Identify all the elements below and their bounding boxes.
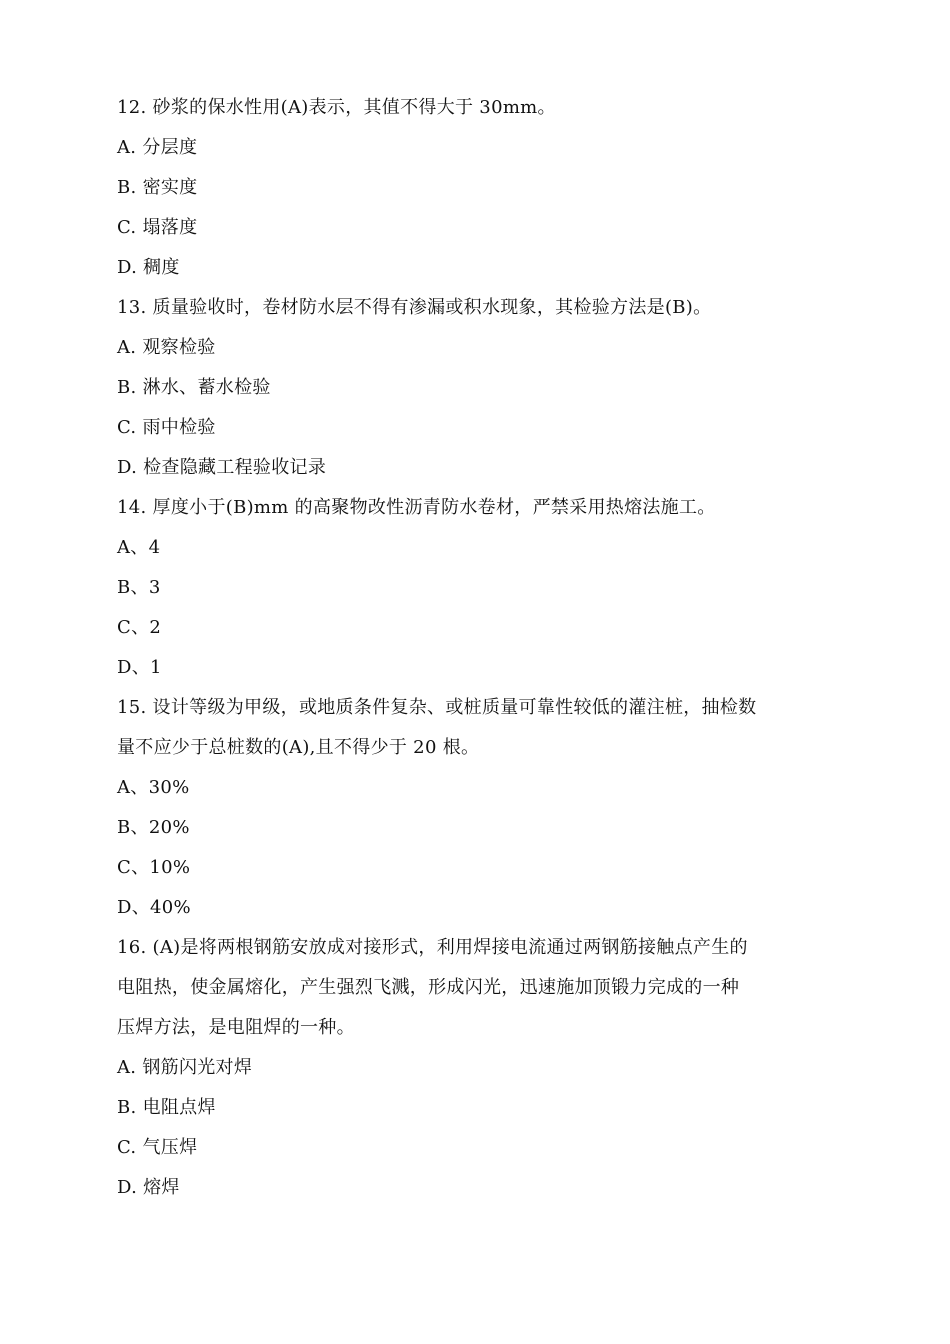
option-b: B、3 (117, 577, 161, 598)
option-d: D. 熔焊 (117, 1177, 180, 1198)
option-b: B. 密实度 (117, 177, 198, 198)
question-13 (117, 288, 833, 488)
option-d: D. 检查隐藏工程验收记录 (117, 457, 327, 478)
question-stem: 14. 厚度小于(B)mm 的高聚物改性沥青防水卷材，严禁采用热熔法施工。 (117, 497, 716, 518)
option-a: A、4 (117, 537, 161, 558)
question-12 (117, 88, 833, 288)
question-stem-line: 15. 设计等级为甲级，或地质条件复杂、或桩质量可靠性较低的灌注桩，抽检数 (117, 697, 757, 718)
question-16 (117, 928, 833, 1208)
question-stem: 13. 质量验收时，卷材防水层不得有渗漏或积水现象，其检验方法是(B)。 (117, 297, 712, 318)
option-d: D、40% (117, 897, 191, 918)
option-c: C、2 (117, 617, 162, 638)
question-15 (117, 688, 833, 928)
option-b: B. 淋水、蓄水检验 (117, 377, 271, 398)
option-a: A. 钢筋闪光对焊 (117, 1057, 253, 1078)
question-14 (117, 488, 833, 688)
option-b: B. 电阻点焊 (117, 1097, 216, 1118)
option-d: D. 稠度 (117, 257, 180, 278)
question-stem-line: 压焊方法，是电阻焊的一种。 (117, 1017, 355, 1038)
option-a: A. 分层度 (117, 137, 198, 158)
question-stem-line: 电阻热，使金属熔化，产生强烈飞溅，形成闪光，迅速施加顶锻力完成的一种 (117, 977, 740, 998)
question-stem-line: 量不应少于总桩数的(A),且不得少于 20 根。 (117, 737, 480, 758)
option-a: A. 观察检验 (117, 337, 216, 358)
question-stem-line: 16. (A)是将两根钢筋安放成对接形式，利用焊接电流通过两钢筋接触点产生的 (117, 937, 748, 958)
option-c: C、10% (117, 857, 191, 878)
question-stem: 12. 砂浆的保水性用(A)表示，其值不得大于 30mm。 (117, 97, 556, 118)
option-c: C. 气压焊 (117, 1137, 198, 1158)
option-d: D、1 (117, 657, 162, 678)
document-page (117, 88, 833, 1208)
option-c: C. 雨中检验 (117, 417, 216, 438)
option-c: C. 塌落度 (117, 217, 198, 238)
option-b: B、20% (117, 817, 190, 838)
option-a: A、30% (117, 777, 190, 798)
